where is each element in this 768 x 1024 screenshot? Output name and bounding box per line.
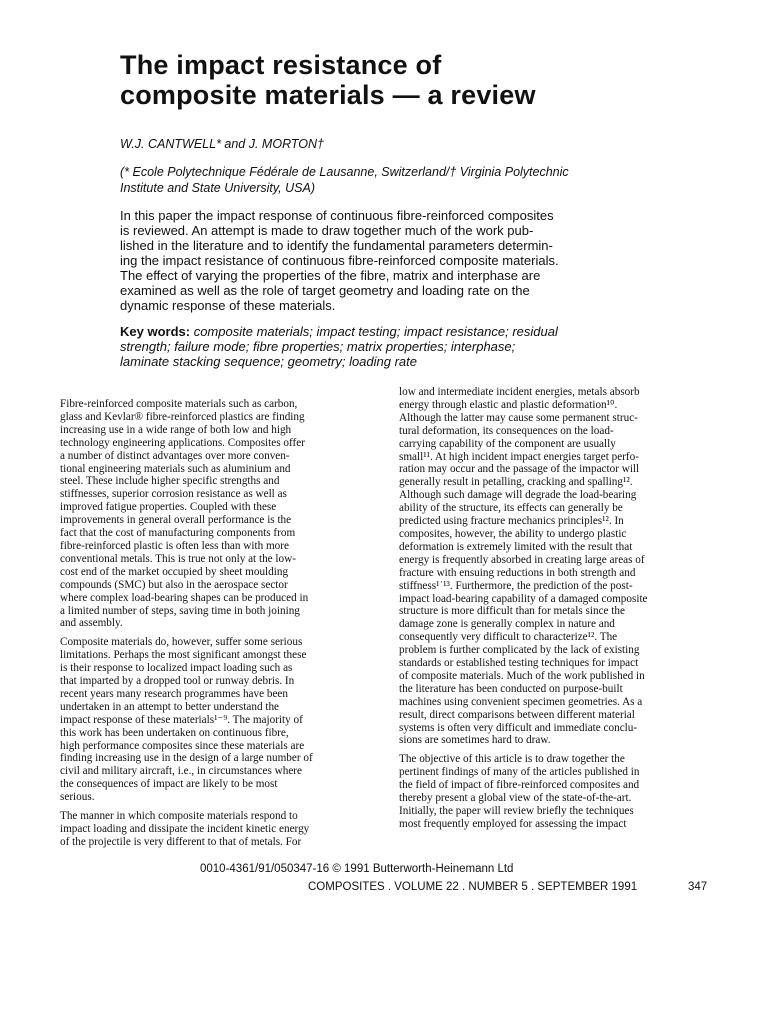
keywords-line	[120, 324, 680, 339]
body-line: impact load-bearing capability of a damaged composite	[399, 592, 648, 605]
body-line: this work has been undertaken on continuous fibre,	[60, 726, 289, 739]
body-line: pertinent findings of many of the articles published in	[399, 766, 640, 779]
article-title	[120, 50, 680, 110]
page-number: 347	[688, 881, 708, 893]
keywords-text: composite materials; impact testing; impact resistance; residual	[193, 324, 558, 339]
body-line: that imparted by a dropped tool or runway debris. In	[60, 675, 295, 688]
body-paragraph	[60, 398, 360, 630]
body-line: improved fatigue properties. Coupled with these	[60, 501, 277, 514]
body-paragraph	[399, 753, 699, 830]
body-line: damage zone is generally complex in nature and	[399, 618, 615, 631]
body-line: stiffnesses, superior corrosion resistance as well as	[60, 488, 287, 501]
keywords-block	[120, 324, 680, 369]
body-line: undertaken in an attempt to better understand the	[60, 700, 280, 713]
body-line: technology engineering applications. Composites offer	[60, 436, 305, 449]
body-line: The objective of this article is to draw together the	[399, 753, 625, 766]
body-line: and assembly.	[60, 617, 123, 630]
body-paragraph	[60, 810, 360, 849]
body-line: Although the latter may cause some permanent struc-	[399, 411, 638, 424]
keywords-label: Key words:	[120, 324, 191, 339]
body-line: is their response to localized impact loading such as	[60, 662, 293, 675]
body-line: Composite materials do, however, suffer some serious	[60, 636, 303, 649]
body-line: the consequences of impact are likely to be most	[60, 778, 278, 791]
body-line: the field of impact of fibre-reinforced composites and	[399, 779, 640, 792]
body-line: serious.	[60, 791, 95, 804]
body-line: The manner in which composite materials respond to	[60, 810, 298, 823]
keywords-line: strength; failure mode; fibre properties; matrix properties; interphase;	[120, 339, 516, 354]
body-line: Fibre-reinforced composite materials such as carbon,	[60, 398, 298, 410]
body-line: generally result in petalling, cracking and spalling¹².	[399, 476, 633, 489]
body-line: result, direct comparisons between different material	[399, 708, 635, 721]
body-line: low and intermediate incident energies, metals absorb	[399, 386, 640, 398]
body-line: structure is more difficult than for metals since the	[399, 605, 625, 618]
journal-citation: COMPOSITES . VOLUME 22 . NUMBER 5 . SEPTEMBER 1991	[308, 881, 638, 893]
body-line: fracture with ensuing reductions in both strength and	[399, 566, 636, 579]
abstract-line: ing the impact resistance of continuous fibre-reinforced composite materials.	[120, 253, 559, 268]
body-line: impact response of these materials¹⁻⁹. The majority of	[60, 713, 303, 726]
body-line: high performance composites since these materials are	[60, 739, 305, 752]
body-line: the literature has been conducted on purpose-built	[399, 682, 623, 695]
body-line: predicted using fracture mechanics principles¹². In	[399, 515, 624, 528]
body-line: fibre-reinforced plastic is often less than with more	[60, 539, 289, 552]
abstract-line: The effect of varying the properties of the fibre, matrix and interphase are	[120, 268, 541, 283]
affiliations	[120, 164, 665, 196]
title-line: composite materials — a review	[120, 80, 536, 110]
body-line: Although such damage will degrade the load-bearing	[399, 489, 637, 502]
body-line: recent years many research programmes have been	[60, 687, 288, 700]
body-line: small¹¹. At high incident impact energies target perfo-	[399, 450, 639, 463]
body-line: tural deformation, its consequences on the load-	[399, 424, 614, 437]
abstract-line: In this paper the impact response of continuous fibre-reinforced composites	[120, 208, 554, 223]
body-line: improvements in general overall performance is the	[60, 514, 292, 527]
body-line: consequently very difficult to characterize¹². The	[399, 631, 618, 644]
body-line: a number of distinct advantages over more conven-	[60, 449, 290, 462]
body-line: most frequently employed for assessing the impact	[399, 817, 627, 830]
body-line: finding increasing use in the design of a large number of	[60, 752, 313, 765]
body-line: composites, however, the ability to undergo plastic	[399, 527, 627, 540]
body-line: of composite materials. Much of the work published in	[399, 669, 645, 682]
body-line: stiffness¹˙¹³. Furthermore, the prediction of the post-	[399, 579, 633, 592]
body-line: ability of the structure, its effects can generally be	[399, 502, 623, 515]
body-line: steel. These include higher specific strengths and	[60, 475, 280, 488]
body-line: conventional metals. This is true not only at the low-	[60, 552, 296, 565]
affiliation-line: (* Ecole Polytechnique Fédérale de Lausanne, Switzerland/† Virginia Polytechnic	[120, 165, 569, 179]
body-line: glass and Kevlar® fibre-reinforced plastics are finding	[60, 410, 305, 423]
body-line: standards or established testing techniques for impact	[399, 657, 639, 670]
body-line: thereby present a global view of the state-of-the-art.	[399, 792, 632, 805]
body-line: compounds (SMC) but also in the aerospace sector	[60, 578, 288, 591]
body-line: a limited number of steps, saving time in both joining	[60, 604, 300, 617]
body-line: civil and military aircraft, i.e., in circumstances where	[60, 765, 302, 778]
abstract-line: is reviewed. An attempt is made to draw together much of the work pub-	[120, 223, 534, 238]
body-line: of the projectile is very different to that of metals. For	[60, 835, 302, 848]
body-line: deformation is extremely limited with the result that	[399, 540, 633, 553]
abstract-line: examined as well as the role of target geometry and loading rate on the	[120, 283, 530, 298]
body-line: problem is further complicated by the lack of existing	[399, 644, 640, 657]
body-column-left	[60, 398, 360, 855]
body-line: where complex load-bearing shapes can be produced in	[60, 591, 309, 604]
body-line: impact loading and dissipate the incident kinetic energy	[60, 823, 310, 835]
abstract	[120, 208, 680, 313]
body-line: cost end of the market occupied by sheet moulding	[60, 565, 289, 578]
body-line: energy is frequently absorbed in creating large areas of	[399, 553, 645, 566]
abstract-line: dynamic response of these materials.	[120, 298, 336, 313]
body-line: energy through elastic and plastic deformation¹⁰.	[399, 398, 618, 411]
body-line: systems is often very difficult and immediate conclu-	[399, 721, 638, 734]
body-paragraph	[60, 636, 360, 804]
body-line: limitations. Perhaps the most significant amongst these	[60, 649, 307, 662]
body-line: ration may occur and the passage of the impactor will	[399, 463, 640, 476]
body-paragraph	[399, 386, 699, 747]
body-line: machines using convenient specimen geometries. As a	[399, 695, 643, 708]
body-line: fact that the cost of manufacturing components from	[60, 527, 296, 540]
body-line: carrying capability of the component are usually	[399, 437, 616, 450]
body-column-right	[399, 386, 699, 837]
affiliation-line: Institute and State University, USA)	[120, 181, 315, 195]
title-line: The impact resistance of	[120, 50, 442, 80]
author-list: W.J. CANTWELL* and J. MORTON†	[120, 137, 324, 151]
copyright-line: 0010-4361/91/050347-16 © 1991 Butterworth-Heinemann Ltd	[200, 863, 514, 875]
body-line: tional engineering materials such as aluminium and	[60, 462, 291, 475]
body-line: sions are sometimes hard to draw.	[399, 734, 551, 747]
abstract-line: lished in the literature and to identify the fundamental parameters determin-	[120, 238, 553, 253]
keywords-line: laminate stacking sequence; geometry; loading rate	[120, 354, 418, 369]
body-line: increasing use in a wide range of both low and high	[60, 423, 292, 436]
body-line: Initially, the paper will review briefly the techniques	[399, 805, 634, 817]
